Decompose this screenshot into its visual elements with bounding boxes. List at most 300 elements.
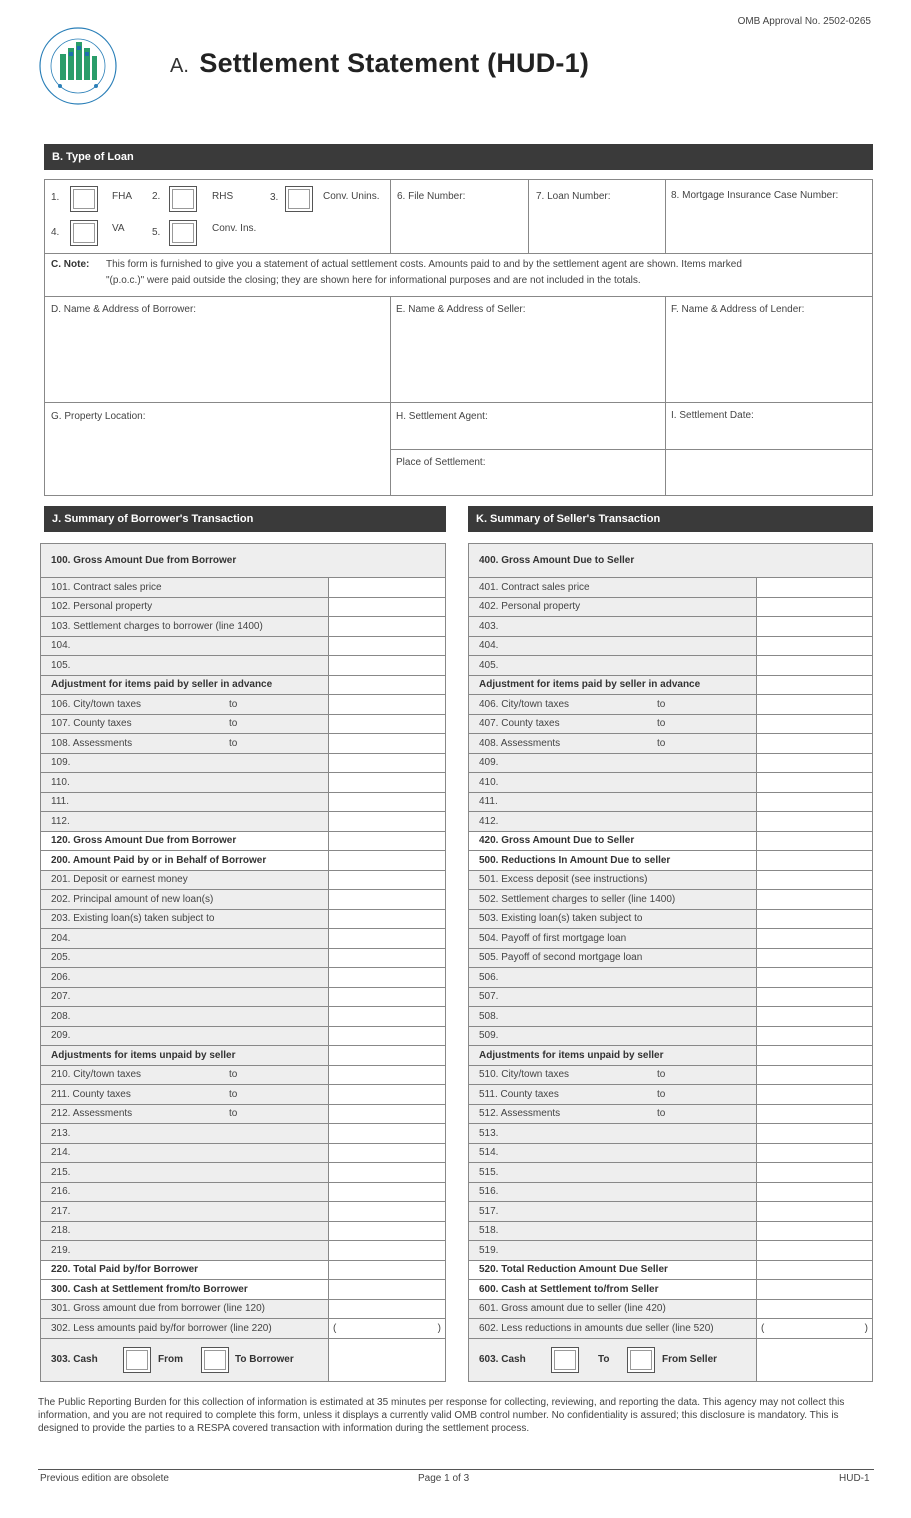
row-amount-field[interactable] bbox=[329, 890, 445, 909]
table-row bbox=[469, 1163, 872, 1183]
row-label bbox=[41, 1163, 329, 1182]
row-amount-field[interactable] bbox=[757, 910, 872, 929]
row-amount-field[interactable] bbox=[757, 1163, 872, 1182]
table-row bbox=[41, 1222, 445, 1242]
table-row bbox=[41, 1066, 445, 1086]
row-label-text: 403. bbox=[479, 620, 499, 632]
table-row bbox=[469, 1007, 872, 1027]
row-amount-field[interactable] bbox=[329, 1300, 445, 1319]
cash-from-seller-checkbox[interactable] bbox=[627, 1347, 655, 1373]
table-row bbox=[469, 1105, 872, 1125]
row-label-text: Adjustments for items unpaid by seller bbox=[479, 1049, 664, 1061]
row-amount-field[interactable] bbox=[757, 1241, 872, 1260]
borrower-gross-head: 100. Gross Amount Due from Borrower bbox=[41, 544, 445, 578]
table-row bbox=[469, 1027, 872, 1047]
row-amount-field[interactable] bbox=[329, 949, 445, 968]
row-label bbox=[41, 1124, 329, 1143]
table-row bbox=[469, 812, 872, 832]
row-label-text: 505. Payoff of second mortgage loan bbox=[479, 952, 643, 964]
row-amount-field[interactable] bbox=[329, 754, 445, 773]
table-row bbox=[41, 676, 445, 696]
row-label bbox=[41, 1027, 329, 1046]
row-amount-field[interactable] bbox=[329, 656, 445, 675]
row-amount-field[interactable] bbox=[757, 871, 872, 890]
table-row bbox=[469, 851, 872, 871]
row-label-text: 105. bbox=[51, 659, 71, 671]
table-row bbox=[469, 1300, 872, 1320]
table-row bbox=[469, 1202, 872, 1222]
row-label-text: 420. Gross Amount Due to Seller bbox=[479, 835, 635, 847]
row-label-text: 219. bbox=[51, 1244, 71, 1256]
row-label-text: 101. Contract sales price bbox=[51, 581, 162, 593]
row-label bbox=[41, 871, 329, 890]
row-label-text: 520. Total Reduction Amount Due Seller bbox=[479, 1264, 668, 1276]
row-label bbox=[41, 1202, 329, 1221]
row-amount-field[interactable] bbox=[757, 1319, 872, 1338]
row-amount-field[interactable] bbox=[757, 1280, 872, 1299]
row-label bbox=[41, 1300, 329, 1319]
table-row bbox=[41, 754, 445, 774]
table-row bbox=[469, 1124, 872, 1144]
va-checkbox[interactable] bbox=[70, 220, 98, 246]
row-label-text: 108. Assessments bbox=[51, 737, 133, 749]
paren-open: ( bbox=[761, 1322, 765, 1334]
row-amount-field[interactable] bbox=[329, 1202, 445, 1221]
row-amount-field[interactable] bbox=[329, 1027, 445, 1046]
row-amount-field[interactable] bbox=[329, 1261, 445, 1280]
row-amount-field[interactable] bbox=[757, 656, 872, 675]
row-label-text: 411. bbox=[479, 796, 498, 808]
table-row bbox=[41, 1241, 445, 1261]
settlement-agent-field[interactable]: H. Settlement Agent: bbox=[396, 411, 488, 422]
row-label-text: 211. County taxes bbox=[51, 1088, 131, 1100]
row-label-text: 205. bbox=[51, 952, 71, 964]
conv-unins-checkbox[interactable] bbox=[285, 186, 313, 212]
cash-to-borrower-checkbox[interactable] bbox=[201, 1347, 229, 1373]
row-label-text: 512. Assessments bbox=[479, 1108, 561, 1120]
table-row bbox=[469, 656, 872, 676]
row-amount-field[interactable] bbox=[329, 1007, 445, 1026]
row-label-text: 202. Principal amount of new loan(s) bbox=[51, 893, 214, 905]
public-reporting-burden: The Public Reporting Burden for this collection of information is estimated at 35 minutes per response for collecting, reviewing, and reporting the data. This agency may not collect this information, and you are not required to complete this form, unless it displays a currently valid OMB control number. No confidentiality is assured; this disclosure is mandatory. This is designed to provide the parties to a RESPA covered transaction with information during the settlement process. bbox=[38, 1397, 845, 1434]
row-amount-field[interactable] bbox=[329, 1105, 445, 1124]
row-label-text: 509. bbox=[479, 1030, 499, 1042]
row-to-label: to bbox=[229, 698, 238, 710]
row-label-text: 412. bbox=[479, 815, 499, 827]
row-label-text: 401. Contract sales price bbox=[479, 581, 590, 593]
row-amount-field[interactable] bbox=[329, 676, 445, 695]
row-label-text: 300. Cash at Settlement from/to Borrower bbox=[51, 1283, 248, 1295]
row-label bbox=[469, 656, 757, 675]
cash-to-checkbox[interactable] bbox=[551, 1347, 579, 1373]
note-text: "(p.o.c.)" were paid outside the closing; they are shown here for informational purposes and are not included in the totals. bbox=[106, 275, 641, 286]
row-label-text: 208. bbox=[51, 1010, 71, 1022]
cash-label: 603. Cash bbox=[479, 1353, 526, 1365]
row-amount-field[interactable] bbox=[329, 715, 445, 734]
row-label-text: 218. bbox=[51, 1225, 71, 1237]
borrower-field[interactable]: D. Name & Address of Borrower: bbox=[51, 304, 197, 315]
row-label bbox=[41, 1105, 329, 1124]
row-amount-field[interactable] bbox=[757, 890, 872, 909]
row-amount-field[interactable] bbox=[329, 988, 445, 1007]
row-label-text: 600. Cash at Settlement to/from Seller bbox=[479, 1283, 659, 1295]
table-row bbox=[41, 773, 445, 793]
table-row bbox=[469, 598, 872, 618]
row-label-text: 519. bbox=[479, 1244, 499, 1256]
row-label-text: 203. Existing loan(s) taken subject to bbox=[51, 913, 215, 925]
table-row bbox=[469, 695, 872, 715]
row-amount-field[interactable] bbox=[757, 1202, 872, 1221]
row-label-text: 210. City/town taxes bbox=[51, 1069, 142, 1081]
row-amount-field[interactable] bbox=[329, 851, 445, 870]
table-row bbox=[41, 851, 445, 871]
table-row bbox=[469, 715, 872, 735]
row-label-text: 513. bbox=[479, 1127, 499, 1139]
row-label bbox=[41, 598, 329, 617]
table-row bbox=[41, 968, 445, 988]
table-row bbox=[469, 676, 872, 696]
row-amount-field[interactable] bbox=[757, 1007, 872, 1026]
row-label bbox=[41, 910, 329, 929]
row-label bbox=[41, 715, 329, 734]
row-amount-field[interactable] bbox=[757, 929, 872, 948]
table-row bbox=[41, 1105, 445, 1125]
table-row bbox=[469, 988, 872, 1008]
row-amount-field[interactable] bbox=[757, 968, 872, 987]
row-amount-field[interactable] bbox=[757, 1124, 872, 1143]
row-label-text: 215. bbox=[51, 1166, 71, 1178]
row-label-text: 106. City/town taxes bbox=[51, 698, 142, 710]
table-row bbox=[41, 1163, 445, 1183]
row-amount-field[interactable] bbox=[329, 598, 445, 617]
table-row bbox=[469, 793, 872, 813]
table-row bbox=[469, 1046, 872, 1066]
row-amount-field[interactable] bbox=[329, 910, 445, 929]
mortgage-insurance-case-field[interactable]: 8. Mortgage Insurance Case Number: bbox=[671, 190, 839, 201]
paren-open: ( bbox=[333, 1322, 337, 1334]
row-amount-field[interactable] bbox=[329, 734, 445, 753]
table-row bbox=[469, 578, 872, 598]
row-amount-field[interactable] bbox=[757, 1300, 872, 1319]
row-amount-field[interactable] bbox=[757, 617, 872, 636]
row-label-text: 104. bbox=[51, 640, 71, 652]
va-label: VA bbox=[112, 223, 125, 234]
table-row bbox=[41, 793, 445, 813]
row-label-text: 302. Less amounts paid by/for borrower (line 220) bbox=[51, 1322, 272, 1334]
row-amount-field[interactable] bbox=[757, 1144, 872, 1163]
row-label-text: 504. Payoff of first mortgage loan bbox=[479, 932, 627, 944]
table-row bbox=[469, 890, 872, 910]
row-label bbox=[469, 1241, 757, 1260]
row-label-text: 518. bbox=[479, 1225, 499, 1237]
row-amount-field[interactable] bbox=[757, 1066, 872, 1085]
row-label bbox=[469, 1280, 757, 1299]
row-label bbox=[469, 929, 757, 948]
row-label bbox=[41, 1007, 329, 1026]
row-label-text: 500. Reductions In Amount Due to seller bbox=[479, 854, 671, 866]
row-label bbox=[469, 1105, 757, 1124]
table-row bbox=[41, 617, 445, 637]
row-label bbox=[469, 1007, 757, 1026]
table-row bbox=[469, 968, 872, 988]
file-number-field[interactable]: 6. File Number: bbox=[397, 191, 466, 202]
row-label bbox=[41, 773, 329, 792]
conv-ins-label: Conv. Ins. bbox=[212, 223, 257, 234]
row-label bbox=[469, 1124, 757, 1143]
row-amount-field[interactable] bbox=[757, 695, 872, 714]
row-amount-field[interactable] bbox=[329, 1163, 445, 1182]
lender-field[interactable]: F. Name & Address of Lender: bbox=[671, 304, 805, 315]
row-label bbox=[41, 851, 329, 870]
row-label bbox=[469, 1144, 757, 1163]
row-label-text: 207. bbox=[51, 991, 71, 1003]
row-label bbox=[469, 715, 757, 734]
fha-checkbox[interactable] bbox=[70, 186, 98, 212]
loan-type-num: 5. bbox=[152, 227, 161, 238]
row-label bbox=[469, 1222, 757, 1241]
row-to-label: to bbox=[657, 1088, 666, 1100]
row-to-label: to bbox=[657, 718, 666, 730]
row-label-text: 517. bbox=[479, 1205, 499, 1217]
row-label bbox=[41, 754, 329, 773]
row-label bbox=[469, 968, 757, 987]
row-label bbox=[41, 929, 329, 948]
place-of-settlement-field[interactable]: Place of Settlement: bbox=[396, 457, 486, 468]
row-label-text: 201. Deposit or earnest money bbox=[51, 874, 188, 886]
row-label bbox=[41, 1085, 329, 1104]
row-amount-field[interactable] bbox=[757, 715, 872, 734]
row-label bbox=[469, 676, 757, 695]
row-label bbox=[41, 988, 329, 1007]
row-amount-field[interactable] bbox=[757, 1027, 872, 1046]
row-to-label: to bbox=[657, 737, 666, 749]
row-label-text: 508. bbox=[479, 1010, 499, 1022]
table-row bbox=[41, 890, 445, 910]
row-label-text: 501. Excess deposit (see instructions) bbox=[479, 874, 648, 886]
row-label-text: 112. bbox=[51, 815, 70, 827]
row-amount-field[interactable] bbox=[329, 1241, 445, 1260]
table-row bbox=[469, 1319, 872, 1339]
section-k-header: K. Summary of Seller's Transaction bbox=[468, 506, 873, 532]
row-label-text: 212. Assessments bbox=[51, 1108, 133, 1120]
row-label-text: 502. Settlement charges to seller (line 1400) bbox=[479, 893, 676, 905]
row-label bbox=[469, 1202, 757, 1221]
table-row bbox=[41, 1300, 445, 1320]
row-label-text: 103. Settlement charges to borrower (line 1400) bbox=[51, 620, 263, 632]
table-row bbox=[469, 1280, 872, 1300]
table-row bbox=[469, 1241, 872, 1261]
table-row bbox=[41, 1202, 445, 1222]
row-label bbox=[469, 890, 757, 909]
row-to-label: to bbox=[229, 1088, 238, 1100]
borrower-cash-amount[interactable] bbox=[329, 1339, 445, 1381]
row-label bbox=[41, 1183, 329, 1202]
row-amount-field[interactable] bbox=[329, 578, 445, 597]
row-amount-field[interactable] bbox=[757, 793, 872, 812]
rhs-label: RHS bbox=[212, 191, 234, 202]
row-label-text: 402. Personal property bbox=[479, 601, 581, 613]
table-row bbox=[469, 1222, 872, 1242]
table-row bbox=[41, 910, 445, 930]
row-label-text: 408. Assessments bbox=[479, 737, 561, 749]
row-label bbox=[41, 812, 329, 831]
row-amount-field[interactable] bbox=[757, 851, 872, 870]
loan-type-num: 3. bbox=[270, 192, 279, 203]
table-row bbox=[41, 1007, 445, 1027]
cash-from-checkbox[interactable] bbox=[123, 1347, 151, 1373]
table-row bbox=[41, 1261, 445, 1281]
settlement-date-field[interactable]: I. Settlement Date: bbox=[671, 410, 754, 421]
row-label-text: 206. bbox=[51, 971, 71, 983]
table-row bbox=[41, 929, 445, 949]
row-amount-field[interactable] bbox=[757, 1085, 872, 1104]
row-label bbox=[469, 1300, 757, 1319]
paren-close: ) bbox=[437, 1322, 441, 1334]
row-amount-field[interactable] bbox=[329, 968, 445, 987]
row-label bbox=[469, 871, 757, 890]
row-amount-field[interactable] bbox=[757, 1046, 872, 1065]
row-label-text: 209. bbox=[51, 1030, 71, 1042]
rhs-checkbox[interactable] bbox=[169, 186, 197, 212]
loan-type-num: 4. bbox=[51, 227, 60, 238]
row-to-label: to bbox=[229, 1108, 238, 1120]
row-label bbox=[41, 1144, 329, 1163]
row-amount-field[interactable] bbox=[757, 832, 872, 851]
table-row bbox=[41, 988, 445, 1008]
table-row bbox=[41, 1027, 445, 1047]
row-amount-field[interactable] bbox=[329, 695, 445, 714]
row-label-text: 107. County taxes bbox=[51, 718, 132, 730]
table-row bbox=[41, 637, 445, 657]
row-amount-field[interactable] bbox=[329, 1183, 445, 1202]
row-amount-field[interactable] bbox=[329, 617, 445, 636]
table-row bbox=[469, 832, 872, 852]
page-number: Page 1 of 3 bbox=[418, 1473, 470, 1484]
loan-number-field[interactable]: 7. Loan Number: bbox=[536, 191, 611, 202]
table-row bbox=[41, 1144, 445, 1164]
row-amount-field[interactable] bbox=[329, 1319, 445, 1338]
seller-gross-head: 400. Gross Amount Due to Seller bbox=[469, 544, 872, 578]
table-row bbox=[41, 1319, 445, 1339]
row-amount-field[interactable] bbox=[329, 929, 445, 948]
table-row bbox=[469, 1261, 872, 1281]
table-row bbox=[41, 695, 445, 715]
row-label bbox=[469, 1085, 757, 1104]
row-amount-field[interactable] bbox=[329, 1280, 445, 1299]
table-row bbox=[469, 637, 872, 657]
row-label bbox=[469, 832, 757, 851]
row-label bbox=[469, 617, 757, 636]
table-row bbox=[469, 929, 872, 949]
footer-divider bbox=[38, 1469, 874, 1470]
table-row bbox=[41, 871, 445, 891]
row-amount-field[interactable] bbox=[757, 1261, 872, 1280]
row-label-text: 200. Amount Paid by or in Behalf of Borrower bbox=[51, 854, 267, 866]
row-label-text: 217. bbox=[51, 1205, 71, 1217]
row-label bbox=[41, 617, 329, 636]
table-row bbox=[41, 1085, 445, 1105]
row-amount-field[interactable] bbox=[757, 1105, 872, 1124]
seller-field[interactable]: E. Name & Address of Seller: bbox=[396, 304, 526, 315]
row-amount-field[interactable] bbox=[757, 949, 872, 968]
section-b-header: B. Type of Loan bbox=[44, 144, 873, 170]
row-label bbox=[469, 598, 757, 617]
row-amount-field[interactable] bbox=[329, 793, 445, 812]
row-label bbox=[469, 910, 757, 929]
form-id: HUD-1 bbox=[839, 1473, 870, 1484]
row-label-text: 514. bbox=[479, 1147, 499, 1159]
row-label-text: 515. bbox=[479, 1166, 499, 1178]
row-label bbox=[469, 988, 757, 1007]
row-label bbox=[469, 851, 757, 870]
row-amount-field[interactable] bbox=[329, 871, 445, 890]
row-amount-field[interactable] bbox=[757, 676, 872, 695]
table-row bbox=[469, 910, 872, 930]
row-amount-field[interactable] bbox=[757, 734, 872, 753]
row-label bbox=[41, 1046, 329, 1065]
row-label bbox=[469, 1046, 757, 1065]
row-amount-field[interactable] bbox=[757, 637, 872, 656]
paren-close: ) bbox=[864, 1322, 868, 1334]
row-label-text: 410. bbox=[479, 776, 499, 788]
table-row bbox=[41, 1280, 445, 1300]
table-row bbox=[41, 812, 445, 832]
row-label-text: 102. Personal property bbox=[51, 601, 153, 613]
row-amount-field[interactable] bbox=[329, 1046, 445, 1065]
row-amount-field[interactable] bbox=[329, 1222, 445, 1241]
row-amount-field[interactable] bbox=[329, 1124, 445, 1143]
seller-cash-amount[interactable] bbox=[757, 1339, 872, 1381]
row-amount-field[interactable] bbox=[329, 1066, 445, 1085]
row-amount-field[interactable] bbox=[757, 578, 872, 597]
section-j-header: J. Summary of Borrower's Transaction bbox=[44, 506, 446, 532]
cash-to-borrower-label: To Borrower bbox=[235, 1353, 294, 1365]
table-row bbox=[41, 1046, 445, 1066]
row-label-text: 110. bbox=[51, 776, 70, 788]
row-amount-field[interactable] bbox=[329, 832, 445, 851]
row-amount-field[interactable] bbox=[329, 637, 445, 656]
row-amount-field[interactable] bbox=[757, 1222, 872, 1241]
row-label bbox=[41, 832, 329, 851]
row-label-text: 109. bbox=[51, 757, 71, 769]
conv-ins-checkbox[interactable] bbox=[169, 220, 197, 246]
hud-seal-logo bbox=[38, 26, 118, 106]
row-label bbox=[469, 949, 757, 968]
property-location-field[interactable]: G. Property Location: bbox=[51, 411, 146, 422]
row-label bbox=[41, 1319, 329, 1338]
row-label bbox=[469, 1027, 757, 1046]
footer-left: Previous edition are obsolete bbox=[40, 1473, 169, 1484]
note-label: C. Note: bbox=[51, 259, 90, 270]
row-label bbox=[469, 773, 757, 792]
row-amount-field[interactable] bbox=[757, 988, 872, 1007]
row-label bbox=[41, 734, 329, 753]
table-row bbox=[41, 734, 445, 754]
row-amount-field[interactable] bbox=[757, 812, 872, 831]
row-amount-field[interactable] bbox=[329, 812, 445, 831]
table-row bbox=[41, 832, 445, 852]
row-amount-field[interactable] bbox=[757, 773, 872, 792]
row-amount-field[interactable] bbox=[757, 1183, 872, 1202]
row-amount-field[interactable] bbox=[757, 754, 872, 773]
row-amount-field[interactable] bbox=[329, 1144, 445, 1163]
row-amount-field[interactable] bbox=[329, 773, 445, 792]
row-label bbox=[469, 1066, 757, 1085]
row-amount-field[interactable] bbox=[757, 598, 872, 617]
table-row bbox=[41, 1124, 445, 1144]
row-amount-field[interactable] bbox=[329, 1085, 445, 1104]
row-label-text: 503. Existing loan(s) taken subject to bbox=[479, 913, 643, 925]
